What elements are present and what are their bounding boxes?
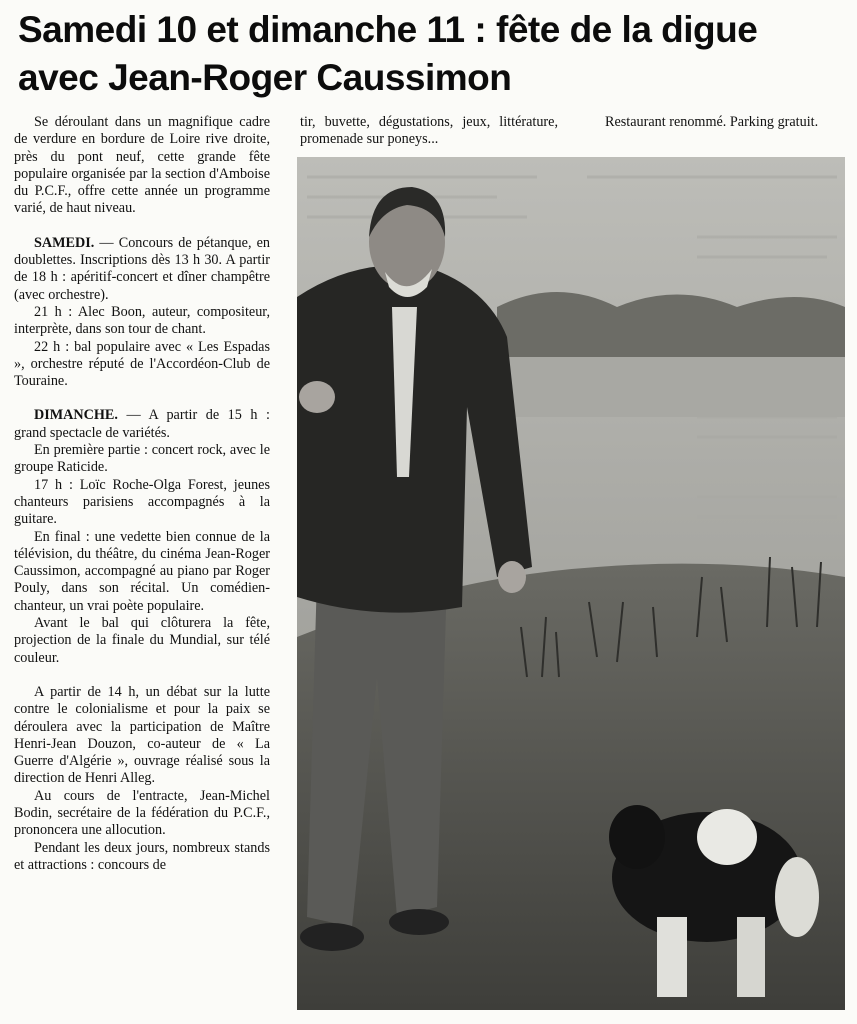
- dimanche-bal: Avant le bal qui clôturera la fête, projection de la finale du Mundial, sur télé couleur.: [14, 615, 270, 666]
- photo-illustration: [297, 157, 845, 1010]
- dimanche-17h: 17 h : Loïc Roche-Olga Forest, jeunes chanteurs parisiens accompagnés à la guitare.: [14, 476, 270, 528]
- samedi-label: SAMEDI.: [34, 234, 95, 251]
- entracte-paragraph: Au cours de l'entracte, Jean-Michel Bodin, secrétaire de la fédération du P.C.F., prononcera une allocution.: [14, 787, 270, 839]
- column-1: [14, 114, 270, 874]
- column-3-text: Restaurant renommé. Parking gratuit.: [605, 114, 819, 130]
- column-2: [300, 114, 558, 149]
- dimanche-text: — A partir de 15 h : grand spectacle de variétés.: [14, 407, 270, 441]
- column-2-text: tir, buvette, dégustations, jeux, littérature, promenade sur poneys...: [300, 114, 558, 148]
- headline: [18, 6, 848, 102]
- intro-paragraph: Se déroulant dans un magnifique cadre de verdure en bordure de Loire rive droite, près du pont neuf, cette grande fête populaire organisée par la section d'Amboise du P.C.F., offre cette année un programme varié, de haut niveau.: [14, 114, 270, 217]
- samedi-21h: 21 h : Alec Boon, auteur, compositeur, interprète, dans son tour de chant.: [14, 303, 270, 338]
- dimanche-premiere: En première partie : concert rock, avec le groupe Raticide.: [14, 442, 270, 476]
- column-3: [585, 114, 841, 131]
- headline-line-1: Samedi 10 et dimanche 11 : fête de la digue: [18, 9, 758, 50]
- samedi-text: — Concours de pétanque, en doublettes. Inscriptions dès 13 h 30. A partir de 18 h : apéritif-concert et dîner champêtre (avec orchestre).: [14, 234, 270, 303]
- article-photo: [297, 157, 845, 1010]
- stands-paragraph: Pendant les deux jours, nombreux stands et attractions : concours de: [14, 839, 270, 873]
- headline-line-2: avec Jean-Roger Caussimon: [18, 57, 512, 98]
- tree-line: [497, 292, 845, 357]
- dimanche-paragraph: [14, 407, 270, 442]
- samedi-22h: 22 h : bal populaire avec « Les Espadas », orchestre réputé de l'Accordéon-Club de Touraine.: [14, 338, 270, 390]
- river: [497, 357, 845, 417]
- samedi-paragraph: [14, 235, 270, 304]
- dimanche-final: En final : une vedette bien connue de la télévision, du théâtre, du cinéma Jean-Roger Caussimon, accompagné au piano par Roger Pouly, dans son récital. Un comédien-chanteur, un vrai poète populaire.: [14, 528, 270, 614]
- dimanche-label: DIMANCHE.: [34, 407, 118, 424]
- debat-paragraph: A partir de 14 h, un débat sur la lutte contre le colonialisme et pour la paix se déroulera avec la participation de Maître Henri-Jean Douzon, co-auteur de « La Guerre d'Algérie », ouvrage réalisé sous la direction de Henri Alleg.: [14, 683, 270, 787]
